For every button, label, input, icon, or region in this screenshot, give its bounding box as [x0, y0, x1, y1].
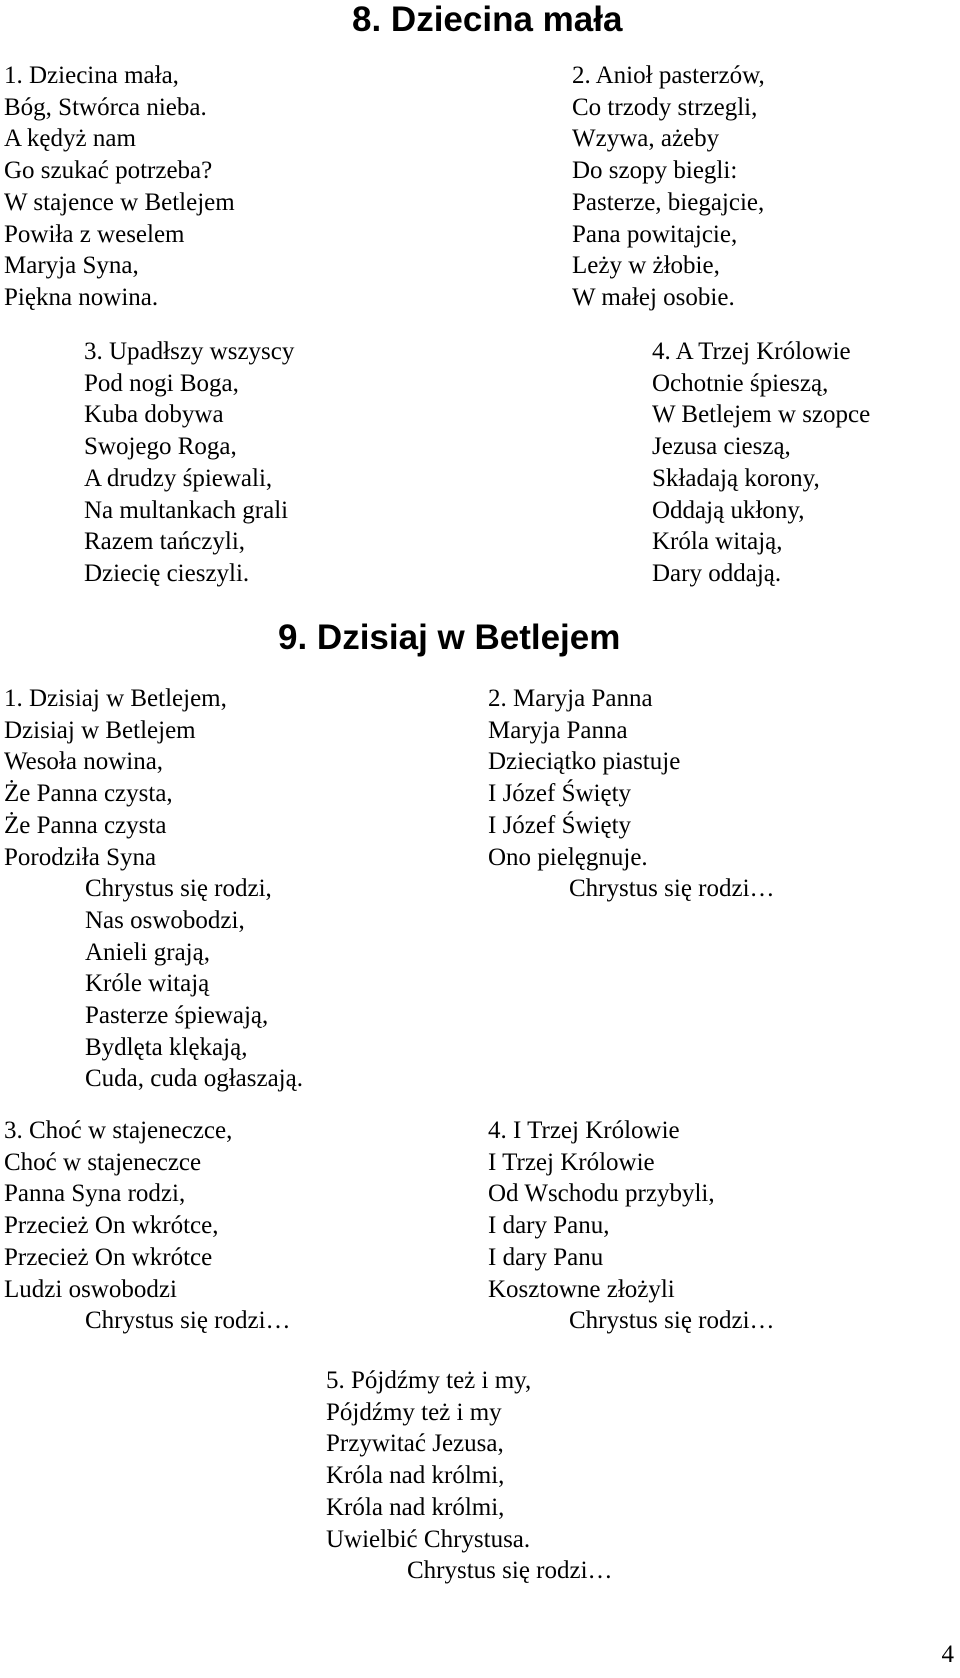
verse-line: W małej osobie.	[572, 283, 735, 311]
verse	[326, 1365, 613, 1587]
verse-line: Składają korony,	[652, 464, 820, 492]
verse-line: Kuba dobywa	[84, 401, 224, 429]
verse-line: A drudzy śpiewali,	[84, 464, 273, 492]
verse-line: Dzisiaj w Betlejem	[4, 716, 196, 744]
verse-line: Razem tańczyli,	[84, 528, 246, 556]
verse-line: Pójdźmy też i my	[326, 1398, 502, 1426]
verse-line: Panna Syna rodzi,	[4, 1180, 186, 1208]
refrain-line: Pasterze śpiewają,	[85, 1002, 269, 1030]
verse-line: 5. Pójdźmy też i my,	[326, 1367, 532, 1394]
verse-line: Choć w stajeneczce	[4, 1148, 202, 1176]
refrain-line: Bydlęta klękają,	[85, 1033, 248, 1061]
verse-line: Że Panna czysta,	[4, 780, 173, 808]
verse-line: I dary Panu,	[488, 1212, 610, 1240]
verse-line: Króla nad królmi,	[326, 1462, 505, 1490]
refrain-line: Chrystus się rodzi…	[569, 875, 775, 903]
verse	[4, 1115, 291, 1337]
refrain-line: Króle witają	[85, 970, 210, 998]
verse-line: I Józef Święty	[488, 811, 632, 839]
verse-line: 3. Upadłszy wszyscy	[84, 338, 295, 365]
verse-line: 4. I Trzej Królowie	[488, 1117, 680, 1144]
verse-line: 4. A Trzej Królowie	[652, 338, 851, 365]
verse-line: W stajence w Betlejem	[4, 188, 235, 216]
verse-line: I Józef Święty	[488, 780, 632, 808]
verse	[488, 683, 775, 905]
verse-line: Dzieciątko piastuje	[488, 748, 681, 776]
verse-line: Przecież On wkrótce,	[4, 1212, 219, 1240]
verse-line: Króla witają,	[652, 528, 783, 556]
verse-line: 1. Dzisiaj w Betlejem,	[4, 685, 227, 712]
verse-line: Go szukać potrzeba?	[4, 157, 213, 185]
verse-line: Przywitać Jezusa,	[326, 1430, 504, 1458]
verse-line: Że Panna czysta	[4, 811, 167, 839]
verse-line: Wesoła nowina,	[4, 748, 164, 776]
verse-line: Pana powitajcie,	[572, 220, 738, 248]
verse-line: Maryja Syna,	[4, 252, 139, 280]
verse-line: Pod nogi Boga,	[84, 369, 239, 397]
verse-line: Ludzi oswobodzi	[4, 1275, 177, 1303]
verse-line: Piękna nowina.	[4, 283, 159, 311]
verse-line: Bóg, Stwórca nieba.	[4, 93, 207, 121]
verse-line: Pasterze, biegajcie,	[572, 188, 765, 216]
refrain-line: Cuda, cuda ogłaszają.	[85, 1065, 303, 1093]
verse-line: Maryja Panna	[488, 716, 628, 744]
verse-line: Ochotnie śpieszą,	[652, 369, 829, 397]
verse-line: Ono pielęgnuje.	[488, 843, 648, 871]
verse-line: Kosztowne złożyli	[488, 1275, 675, 1303]
verse-line: 1. Dziecina mała,	[4, 62, 179, 89]
verse-line: 2. Anioł pasterzów,	[572, 62, 765, 89]
refrain-line: Nas oswobodzi,	[85, 906, 245, 934]
refrain-line: Chrystus się rodzi…	[407, 1557, 613, 1585]
verse-line: Leży w żłobie,	[572, 252, 720, 280]
verse-line: Dary oddają.	[652, 559, 782, 587]
verse-line: Oddają ukłony,	[652, 496, 805, 524]
verse-line: Jezusa cieszą,	[652, 433, 791, 461]
refrain-line: Chrystus się rodzi,	[85, 875, 272, 903]
verse	[652, 336, 870, 590]
verse-line: Powiła z weselem	[4, 220, 185, 248]
verse-line: Co trzody strzegli,	[572, 93, 758, 121]
verse-line: 3. Choć w stajeneczce,	[4, 1117, 233, 1144]
song-title: 8. Dziecina mała	[352, 0, 623, 39]
refrain-line: Chrystus się rodzi…	[569, 1307, 775, 1335]
page-number: 4	[941, 1641, 954, 1668]
verse-line: 2. Maryja Panna	[488, 685, 653, 712]
verse	[4, 60, 235, 314]
verse-line: Uwielbić Chrystusa.	[326, 1525, 531, 1553]
verse-line: Porodziła Syna	[4, 843, 157, 871]
verse-line: Wzywa, ażeby	[572, 125, 720, 153]
verse-line: I dary Panu	[488, 1243, 604, 1271]
verse	[572, 60, 765, 314]
verse	[84, 336, 294, 590]
verse-line: I Trzej Królowie	[488, 1148, 655, 1176]
verse-line: A kędyż nam	[4, 125, 136, 153]
verse-line: Króla nad królmi,	[326, 1493, 505, 1521]
verse-line: Na multankach grali	[84, 496, 289, 524]
verse-line: Swojego Roga,	[84, 433, 237, 461]
refrain-line: Anieli grają,	[85, 938, 210, 966]
verse-line: Dziecię cieszyli.	[84, 559, 250, 587]
verse-line: Do szopy biegli:	[572, 157, 738, 185]
verse-line: W Betlejem w szopce	[652, 401, 871, 429]
refrain-line: Chrystus się rodzi…	[85, 1307, 291, 1335]
verse-line: Przecież On wkrótce	[4, 1243, 213, 1271]
verse	[4, 683, 303, 1095]
verse-line: Od Wschodu przybyli,	[488, 1180, 715, 1208]
song-title: 9. Dzisiaj w Betlejem	[278, 618, 621, 657]
verse	[488, 1115, 775, 1337]
